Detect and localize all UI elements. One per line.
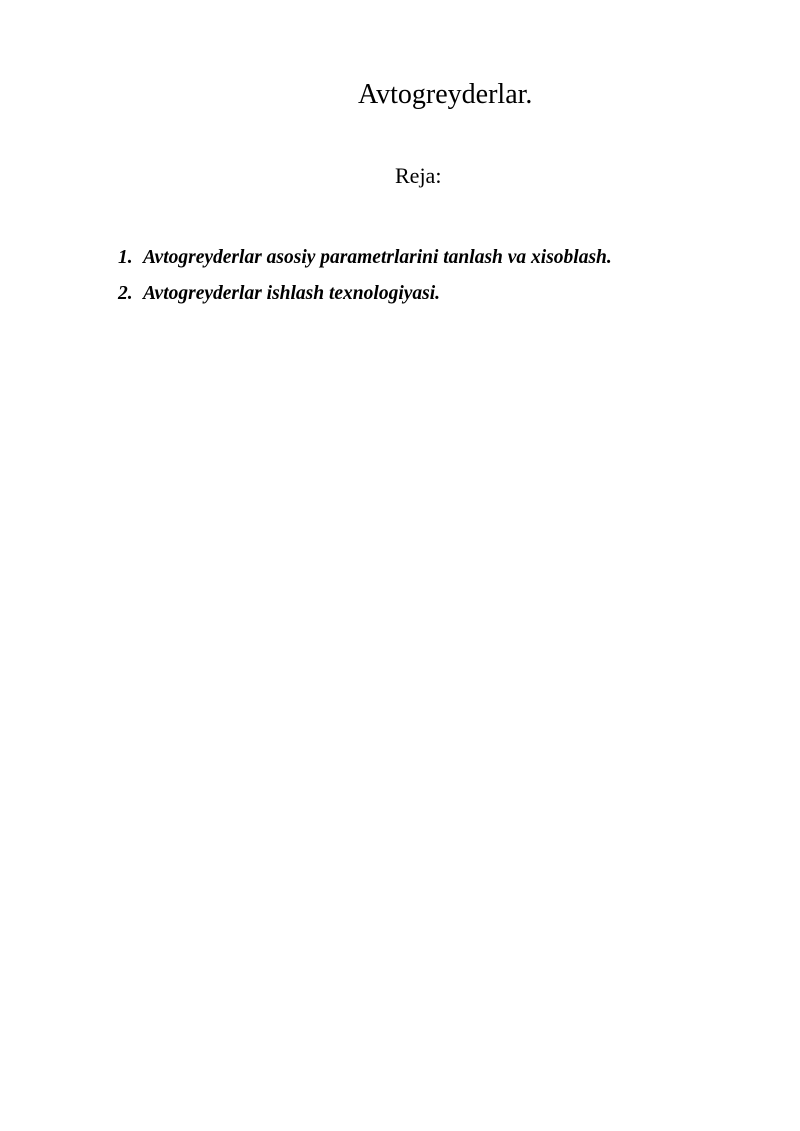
plan-item-number: 2. [118, 283, 133, 304]
plan-item-1 [118, 244, 612, 272]
plan-item-text: Avtogreyderlar asosiy parametrlarini tanlash va xisoblash. [143, 247, 612, 268]
plan-heading: Reja: [395, 163, 442, 188]
plan-item-text: Avtogreyderlar ishlash texnologiyasi. [143, 283, 441, 304]
plan-item-number: 1. [118, 247, 133, 268]
plan-item-2 [118, 280, 612, 308]
document-title: Avtogreyderlar. [358, 79, 533, 110]
plan-list [118, 244, 612, 316]
